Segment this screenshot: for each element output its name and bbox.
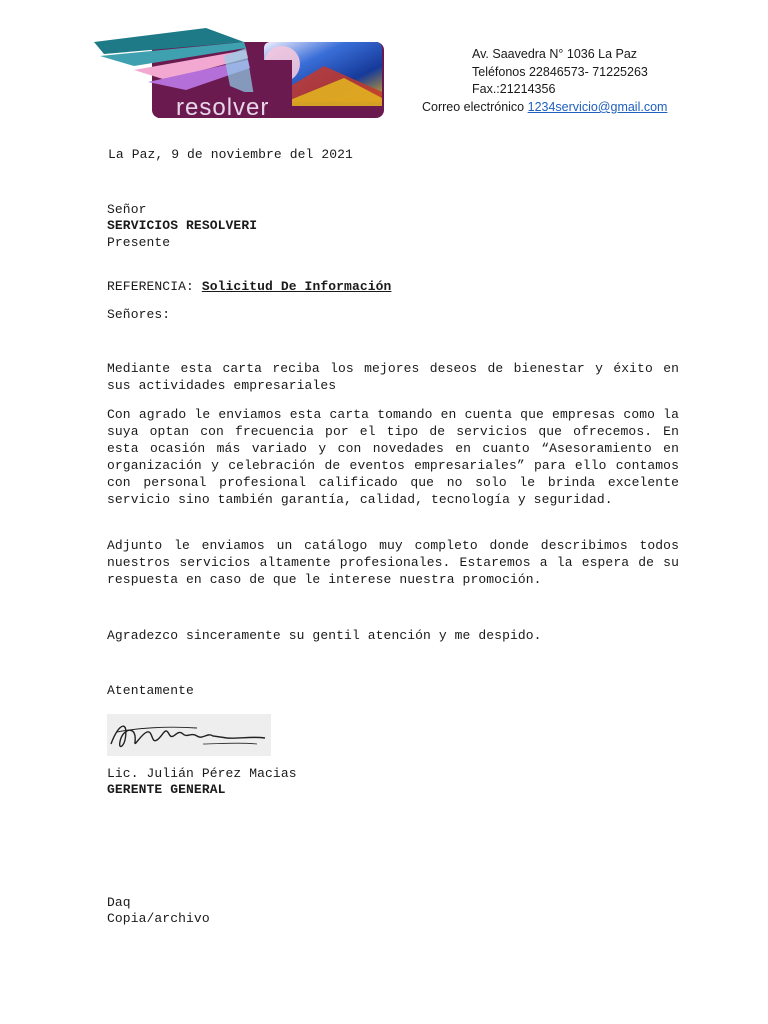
header-fax: Fax.:21214356 — [472, 82, 556, 96]
reference-value: Solicitud De Información — [201, 279, 392, 294]
reference-label: REFERENCIA: — [107, 279, 194, 294]
signer-title: GERENTE GENERAL — [107, 782, 226, 797]
header-address: Av. Saavedra N° 1036 La Paz — [472, 47, 638, 61]
signer-name: Lic. Julián Pérez Macias — [107, 766, 297, 781]
signature-image — [107, 714, 271, 756]
salutation-title: Señor — [107, 202, 147, 217]
paragraph-3: Adjunto le enviamos un catálogo muy completo donde describimos todos nuestros servicios altamente profesionales. Estaremos a la espera de su respuesta en caso de que le interese nuestra promoción. — [107, 538, 679, 587]
copy-note: Copia/archivo — [107, 911, 210, 926]
closing-line: Agradezco sinceramente su gentil atención y me despido. — [107, 628, 542, 643]
header-phones: Teléfonos 22846573- 71225263 — [472, 65, 648, 79]
email-link[interactable]: 1234servicio@gmail.com — [527, 100, 668, 114]
initials: Daq — [107, 895, 131, 910]
header-email-line — [422, 98, 667, 116]
recipient-name: SERVICIOS RESOLVERI — [107, 218, 258, 233]
logo-wordmark: resolver — [176, 94, 270, 121]
company-logo — [94, 26, 386, 120]
letter-date: La Paz, 9 de noviembre del 2021 — [108, 147, 353, 162]
presente-line: Presente — [107, 235, 171, 250]
reference-line — [107, 278, 391, 295]
signature-scribble — [107, 714, 271, 756]
greeting: Señores: — [107, 307, 171, 322]
paragraph-2: Con agrado le enviamos esta carta tomando en cuenta que empresas como la suya optan con frecuencia por el tipo de servicios que ofrecemos. En esta ocasión más variado y con novedades en cuanto “Asesoramiento en organización y celebración de eventos empresariales” para ello contamos con personal profesional calificado que no solo le brinda excelente servicio sino también garantía, calidad, tecnología y seguridad. — [107, 407, 679, 507]
email-label: Correo electrónico — [422, 100, 525, 114]
paragraph-1: Mediante esta carta reciba los mejores deseos de bienestar y éxito en sus actividades empresariales — [107, 361, 679, 393]
sign-off: Atentamente — [107, 683, 194, 698]
